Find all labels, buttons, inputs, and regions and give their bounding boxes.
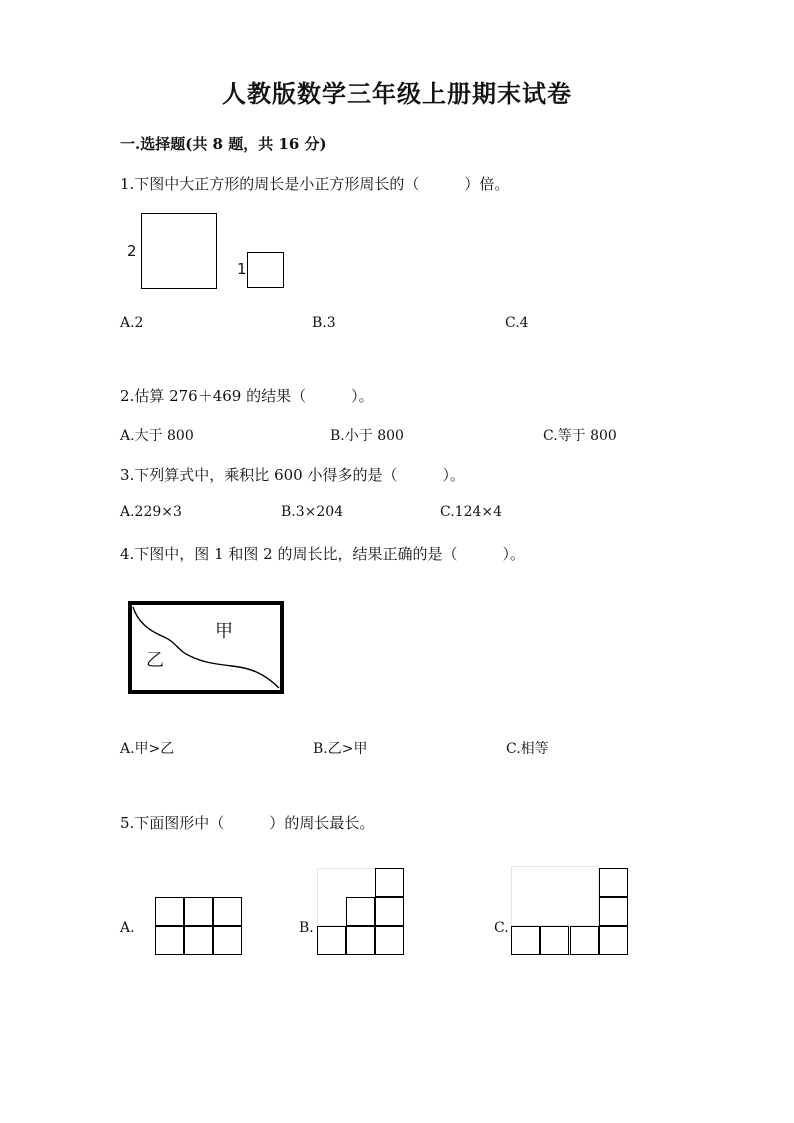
q4-option-c[interactable]: C.相等 [506,741,549,757]
q5-option-b[interactable]: B. [299,920,314,936]
q2-option-b[interactable]: B.小于 800 [330,428,404,444]
q1-option-c[interactable]: C.4 [505,315,529,331]
small-square-figure [247,252,284,288]
q1-option-b[interactable]: B.3 [312,315,336,331]
q4-option-b[interactable]: B.乙>甲 [313,741,368,757]
question-4-text: 4.下图中，图 1 和图 2 的周长比，结果正确的是（ ）。 [120,545,525,563]
question-3-text: 3.下列算式中，乘积比 600 小得多的是（ ）。 [120,466,465,484]
section-heading: 一.选择题(共 8 题，共 16 分) [120,135,327,153]
label-jia: 甲 [215,621,233,642]
small-square-label: 1 [237,260,247,278]
q5-option-c[interactable]: C. [494,920,509,936]
q2-option-c[interactable]: C.等于 800 [543,428,617,444]
q3-option-c[interactable]: C.124×4 [440,504,503,520]
q5-option-a[interactable]: A. [120,920,135,936]
q2-option-a[interactable]: A.大于 800 [120,428,194,444]
q4-option-a[interactable]: A.甲>乙 [120,741,175,757]
q1-option-a[interactable]: A.2 [120,315,144,331]
label-yi: 乙 [146,650,164,671]
question-2-text: 2.估算 276＋469 的结果（ ）。 [120,387,374,405]
q3-option-a[interactable]: A.229×3 [120,504,182,520]
big-square-label: 2 [127,242,137,260]
question-1-text: 1.下图中大正方形的周长是小正方形周长的（ ）倍。 [120,175,510,193]
q3-option-b[interactable]: B.3×204 [281,504,344,520]
big-square-figure [141,213,217,289]
question-5-text: 5.下面图形中（ ）的周长最长。 [120,814,375,832]
page-title: 人教版数学三年级上册期末试卷 [222,79,572,108]
